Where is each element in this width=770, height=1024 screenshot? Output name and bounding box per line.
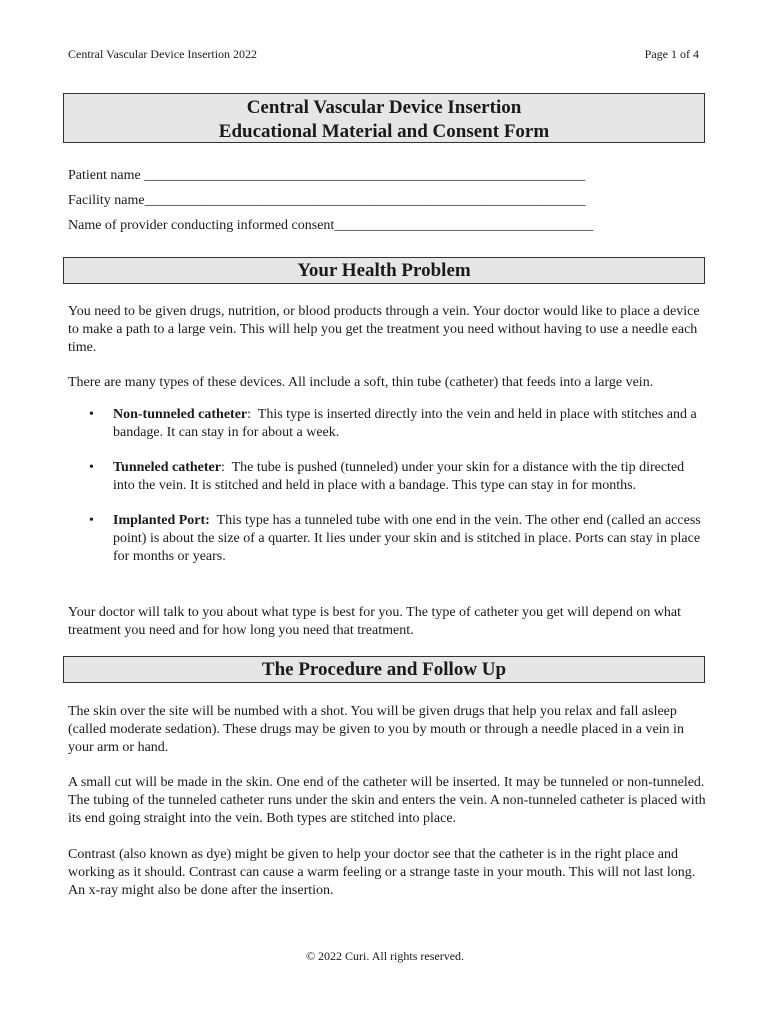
page-number: Page 1 of 4 (644, 47, 699, 61)
bullet-icon: • (89, 460, 94, 475)
bullet-text: The tube is pushed (tunneled) under your skin for a distance with the tip directed into the vein. It is stitched and held in place with a bandage. This type can stay in for months. (113, 460, 685, 493)
bullet-text: This type has a tunneled tube with one end in the vein. The other end (called an access point) is about the size of a quarter. It lies under your skin and is stitched in place. Ports can stay in place for months or years. (113, 513, 701, 564)
health-problem-paragraph-3: Your doctor will talk to you about what type is best for you. The type of catheter you get will depend on what treatment you need and for how long you need that treatment. (68, 605, 682, 638)
bullet-icon: • (89, 513, 94, 528)
section-heading-health-problem: Your Health Problem (63, 257, 705, 284)
procedure-paragraph-2: A small cut will be made in the skin. One end of the catheter will be inserted. It may be tunneled or non-tunneled. The tubing of the tunneled catheter runs under the skin and enters the vein. A non-tunneled catheter is placed with its end going straight into the vein. Both types are stitched into place. (68, 775, 706, 826)
bullet-text: This type is inserted directly into the vein and held in place with stitches and a bandage. It can stay in for about a week. (113, 407, 697, 440)
facility-name-field[interactable]: Facility name_______________________________________________________________ (68, 193, 586, 208)
form-fields (68, 163, 593, 238)
health-problem-paragraph-1: You need to be given drugs, nutrition, or blood products through a vein. Your doctor would like to place a device to make a path to a large vein. This will help you get the treatment you need without having to use a needle each time. (68, 304, 700, 355)
list-item: • Tunneled catheter: The tube is pushed (tunneled) under your skin for a distance with the tip directed into the vein. It is stitched and held in place with a bandage. This type can stay in for months. (89, 460, 685, 493)
provider-name-field[interactable]: Name of provider conducting informed consent_____________________________________ (68, 218, 594, 233)
document-title-line2: Educational Material and Consent Form (218, 121, 550, 142)
running-header-title: Central Vascular Device Insertion 2022 (68, 47, 258, 61)
bullet-term: Implanted Port: (113, 513, 210, 528)
bullet-term: Tunneled catheter (113, 460, 221, 475)
list-item (68, 512, 708, 566)
procedure-paragraph-3: Contrast (also known as dye) might be given to help your doctor see that the catheter is in the right place and working as it should. Contrast can cause a warm feeling or a strange taste in your mouth. This will not last long. An x-ray might also be done after the insertion. (68, 847, 696, 898)
bullet-icon: • (89, 407, 94, 422)
section-heading-procedure: The Procedure and Follow Up (63, 656, 705, 683)
list-item: • Non-tunneled catheter: This type is inserted directly into the vein and held in place with stitches and a bandage. It can stay in for about a week. (89, 407, 697, 440)
patient-name-field[interactable]: Patient name _______________________________________________________________ (68, 168, 586, 183)
copyright-footer: © 2022 Curi. All rights reserved. (305, 949, 465, 963)
document-title-line1: Central Vascular Device Insertion (246, 97, 522, 118)
document-title-box (63, 93, 705, 143)
bullet-term: Non-tunneled catheter (113, 407, 248, 422)
device-type-list (68, 406, 708, 583)
procedure-paragraph-1: The skin over the site will be numbed with a shot. You will be given drugs that help you relax and fall asleep (called moderate sedation). These drugs may be given to you by mouth or through a needle placed in a vein in your arm or hand. (68, 704, 684, 755)
health-problem-paragraph-2: There are many types of these devices. All include a soft, thin tube (catheter) that feeds into a large vein. (68, 375, 654, 390)
